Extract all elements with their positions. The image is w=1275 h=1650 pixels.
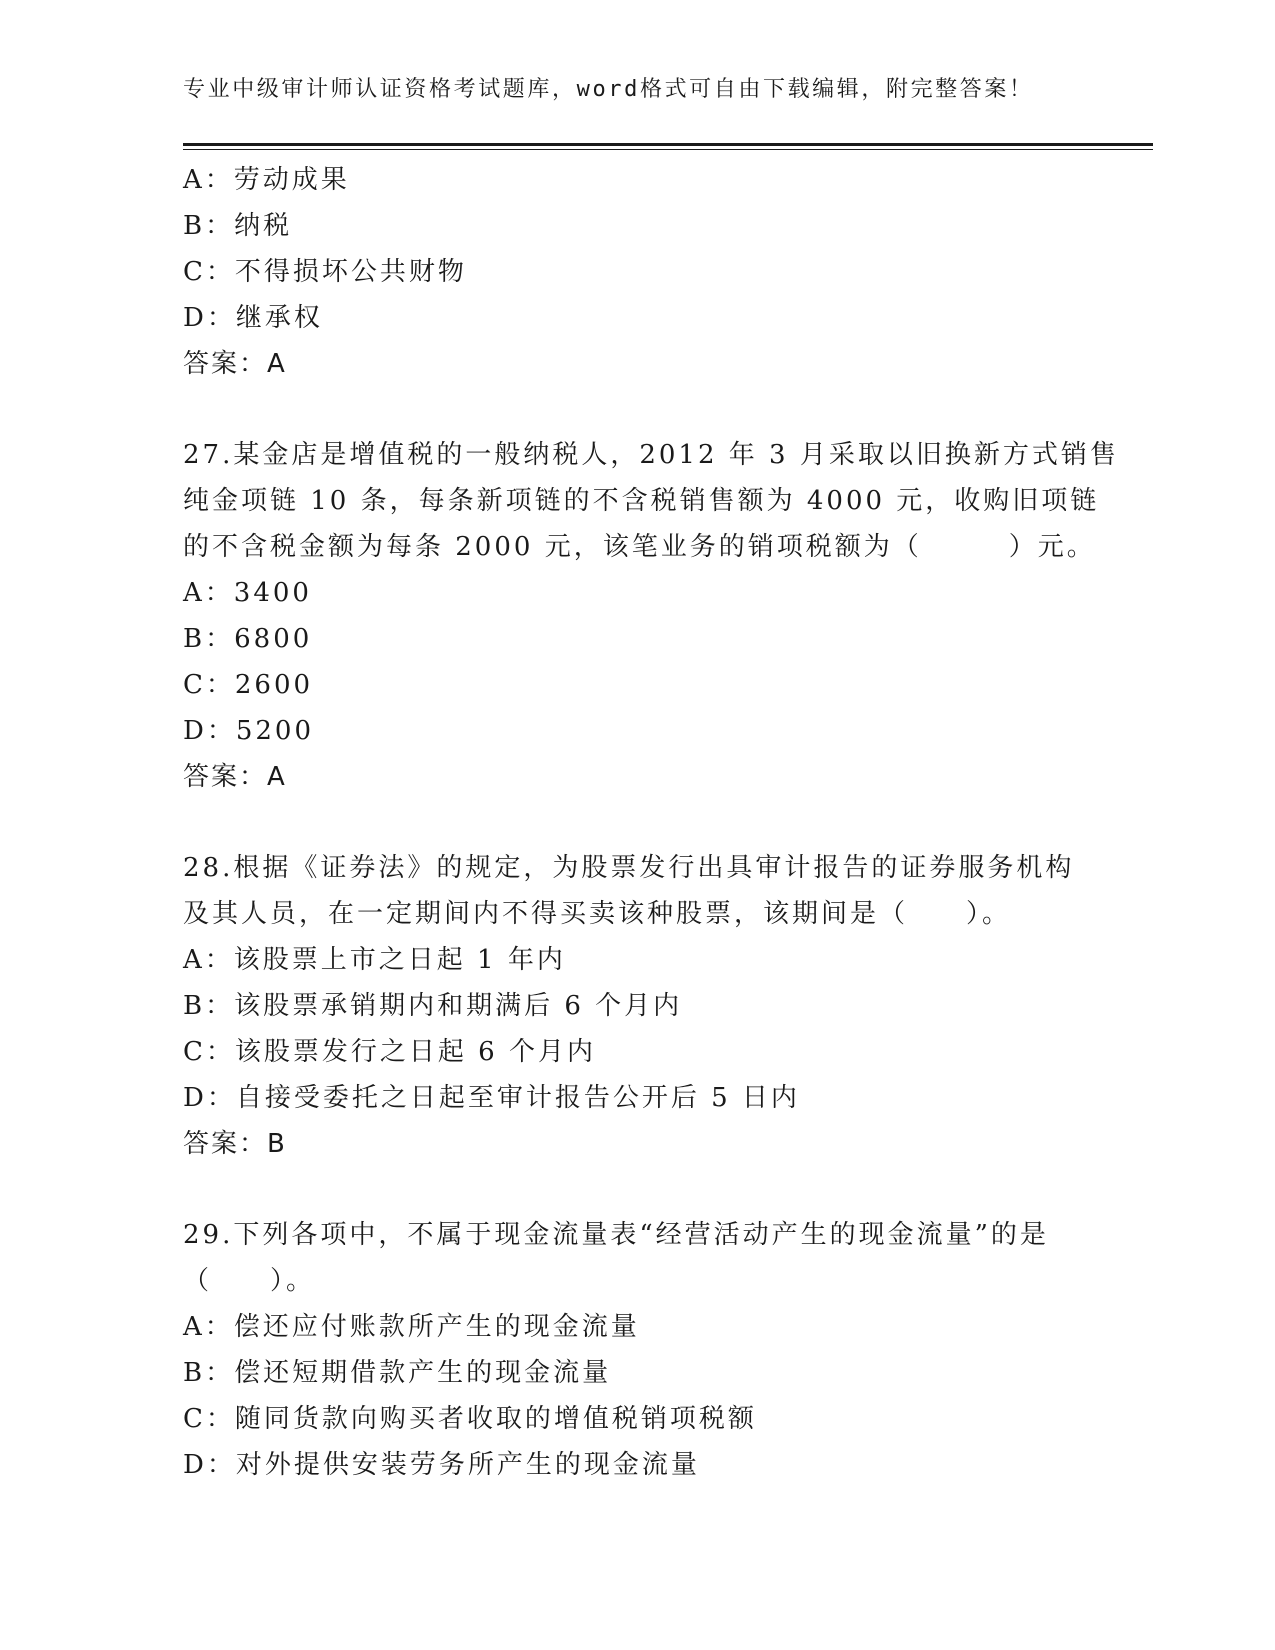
stem-line: （ ）。	[183, 1266, 316, 1296]
question-content	[183, 157, 1119, 1488]
question-29	[183, 1212, 1083, 1488]
option-c: C：随同货款向购买者收取的增值税销项税额	[183, 1404, 757, 1434]
stem-line: 纯金项链 10 条，每条新项链的不含税销售额为 4000 元，收购旧项链	[183, 486, 1100, 516]
option-c: C：2600	[183, 670, 314, 700]
question-stem	[183, 432, 1119, 570]
option-d: D：继承权	[183, 303, 323, 333]
stem-line: 28.根据《证券法》的规定，为股票发行出具审计报告的证券服务机构	[183, 853, 1075, 883]
option-d: D：对外提供安装劳务所产生的现金流量	[183, 1450, 700, 1480]
option-b: B：该股票承销期内和期满后 6 个月内	[183, 991, 683, 1021]
stem-line: 27.某金店是增值税的一般纳税人，2012 年 3 月采取以旧换新方式销售	[183, 440, 1119, 470]
option-b: B：偿还短期借款产生的现金流量	[183, 1358, 612, 1388]
stem-line: 及其人员，在一定期间内不得买卖该种股票，该期间是（ ）。	[183, 899, 1012, 929]
option-c: C：不得损坏公共财物	[183, 257, 467, 287]
option-b: B：纳税	[183, 211, 293, 241]
option-a: A：该股票上市之日起 1 年内	[183, 945, 566, 975]
question-stem	[183, 1212, 1083, 1304]
stem-line: 29.下列各项中，不属于现金流量表“经营活动产生的现金流量”的是	[183, 1220, 1049, 1250]
page-header: 专业中级审计师认证资格考试题库，word格式可自由下载编辑，附完整答案！	[183, 77, 1034, 102]
question-27	[183, 432, 1119, 800]
question-stem	[183, 845, 1083, 937]
header-rule-thin	[183, 149, 1153, 150]
question-26	[183, 157, 1083, 387]
stem-line: 的不含税金额为每条 2000 元，该笔业务的销项税额为（ ）元。	[183, 532, 1096, 562]
option-a: A：偿还应付账款所产生的现金流量	[183, 1312, 640, 1342]
question-28	[183, 845, 1083, 1167]
option-a: A：3400	[183, 578, 312, 608]
option-d: D：自接受委托之日起至审计报告公开后 5 日内	[183, 1083, 800, 1113]
header-rule-thick	[183, 143, 1153, 146]
answer-line: 答案：A	[183, 762, 287, 792]
answer-line: 答案：B	[183, 1129, 287, 1159]
option-b: B：6800	[183, 624, 313, 654]
option-c: C：该股票发行之日起 6 个月内	[183, 1037, 596, 1067]
option-a: A：劳动成果	[183, 165, 350, 195]
answer-line: 答案：A	[183, 349, 287, 379]
option-d: D：5200	[183, 716, 315, 746]
